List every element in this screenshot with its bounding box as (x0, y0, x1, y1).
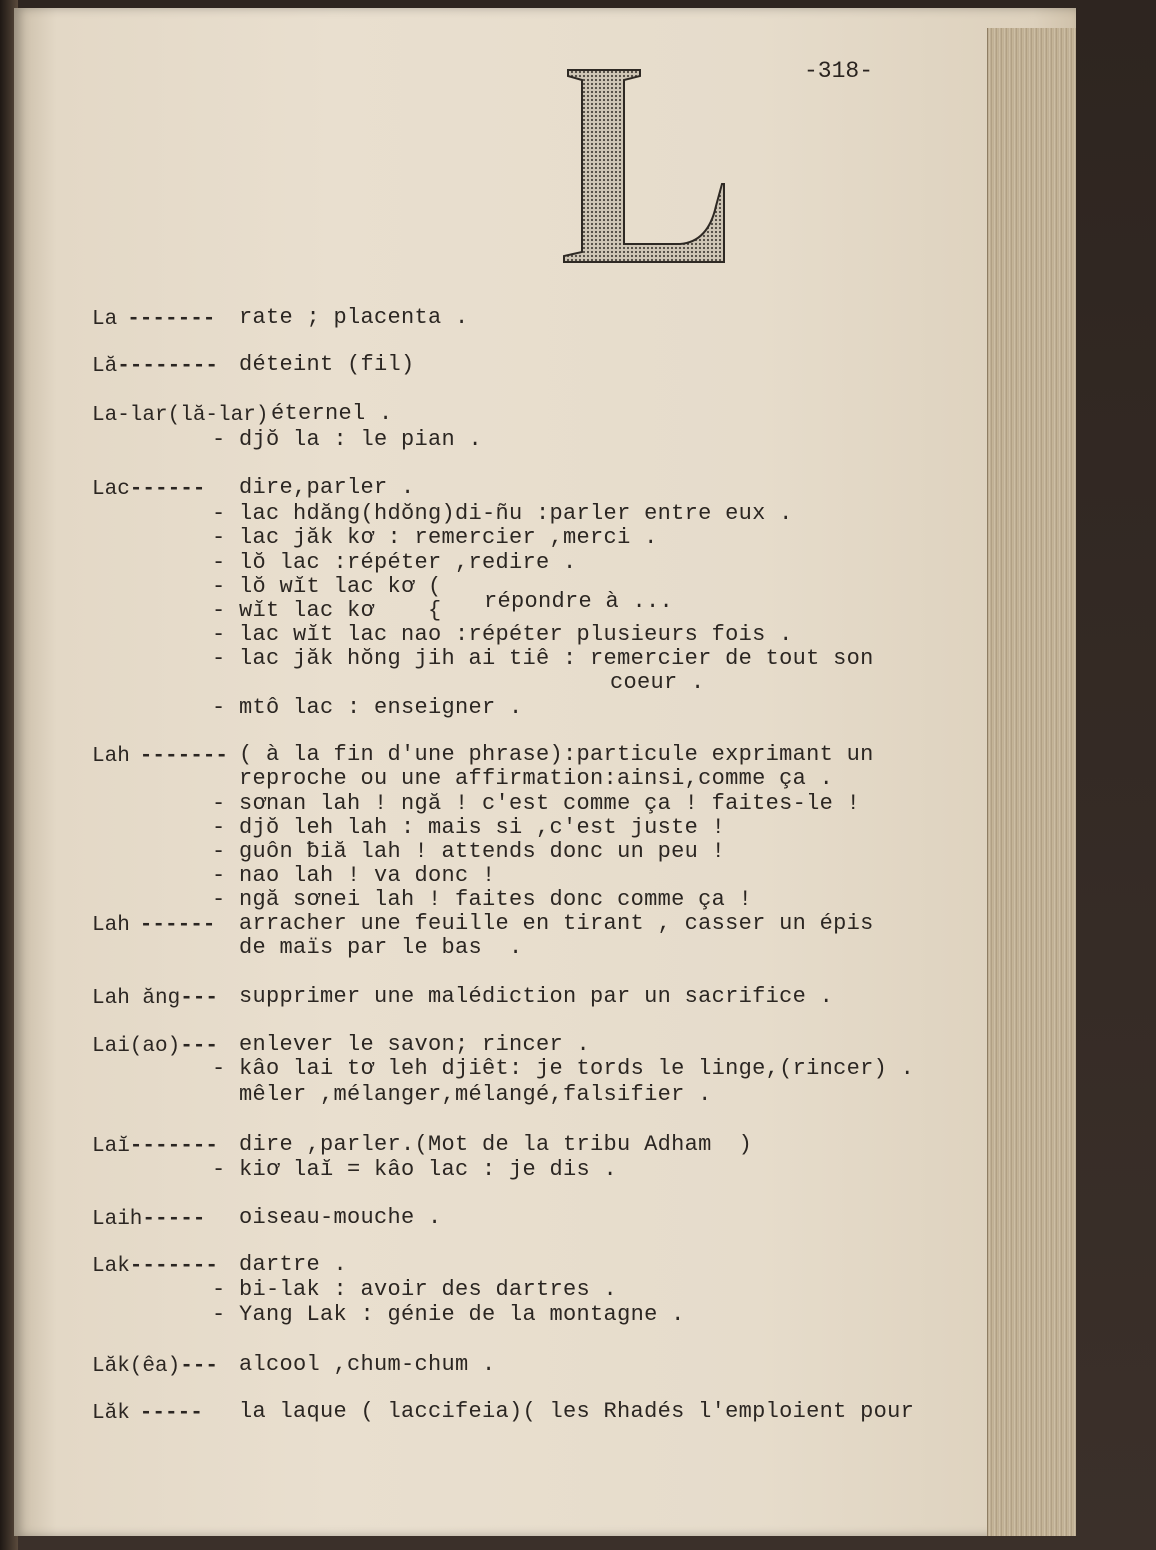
dictionary-page (14, 8, 1076, 1536)
entry-dashes: ------- (139, 745, 229, 768)
entry-headword: Lăk (92, 1402, 130, 1425)
entry-definition: oiseau-mouche . (239, 1205, 442, 1230)
entry-dashes: --- (180, 1035, 218, 1058)
sub-entry: - lac jăk hŏng jih ai tiê : remercier de tout son (212, 646, 874, 671)
sub-entry: - Yang Lak : génie de la montagne . (212, 1302, 685, 1327)
sub-entry: - bi-lak : avoir des dartres . (212, 1277, 618, 1302)
entry-definition: la laque ( laccifeia)( les Rhadés l'emploient pour (239, 1399, 915, 1424)
page-stack-edge (987, 28, 1076, 1536)
sub-entry: - guôn ƀiă lah ! attends donc un peu ! (212, 839, 726, 864)
sub-entry: - ngă sơnei lah ! faites donc comme ça ! (212, 887, 753, 912)
entry-definition: enlever le savon; rincer . (239, 1032, 591, 1057)
entry-headword: Lak (92, 1255, 130, 1278)
definition-continuation: reproche ou une affirmation:ainsi,comme ça . (239, 766, 834, 791)
entry-dashes: -------- (117, 355, 219, 378)
sub-entry: - wĭt lac kơ { (212, 598, 442, 623)
sub-entry: - kiơ laĭ = kâo lac : je dis . (212, 1157, 618, 1182)
sub-entry: - lŏ wĭt lac kơ ( (212, 574, 442, 599)
sub-entry: - mtô lac : enseigner . (212, 695, 523, 720)
entry-definition: dire,parler . (239, 475, 415, 500)
sub-entry: - lac hdăng(hdŏng)di-ñu :parler entre eux . (212, 501, 793, 526)
entry-dashes: ----- (142, 1208, 206, 1231)
entry-definition: déteint (fil) (239, 352, 415, 377)
entry-headword: Lah (92, 745, 130, 768)
entry-headword: Lac (92, 478, 130, 501)
entry-dashes: --- (180, 987, 218, 1010)
entry-definition: dire ,parler.(Mot de la tribu Adham ) (239, 1132, 753, 1157)
entry-headword: Lai(ao) (92, 1035, 181, 1058)
entry-definition: supprimer une malédiction par un sacrifice . (239, 984, 834, 1009)
entry-dashes: ------ (139, 914, 216, 937)
section-letter-text: L (562, 66, 563, 67)
sub-entry: - djŏ la : le pian . (212, 427, 483, 452)
sub-entry: - lŏ lac :répéter ,redire . (212, 550, 577, 575)
entry-headword: Lăk(êa) (92, 1355, 181, 1378)
entry-dashes: ------ (129, 478, 206, 501)
entry-headword: Laih (92, 1208, 143, 1231)
entry-headword: Lah ăng (92, 987, 181, 1010)
entry-headword: Lă (92, 355, 118, 378)
entry-dashes: --- (180, 1355, 218, 1378)
sub-entry: - kâo lai tơ leh djiêt: je tords le linge,(rincer) . (212, 1056, 915, 1081)
entry-definition: rate ; placenta . (239, 305, 469, 330)
sub-entry: - lac wĭt lac nao :répéter plusieurs fois . (212, 622, 793, 647)
entry-dashes: ------- (129, 1135, 219, 1158)
entry-dashes: ------- (129, 1255, 219, 1278)
entry-headword: La (92, 308, 118, 331)
definition-continuation: de maïs par le bas . (239, 935, 523, 960)
entry-definition: éternel . (271, 401, 393, 426)
entry-definition: arracher une feuille en tirant , casser un épis (239, 911, 874, 936)
definition-continuation: mêler ,mélanger,mélangé,falsifier . (239, 1082, 712, 1107)
entry-headword: Lah (92, 914, 130, 937)
entry-headword: La-lar(lă-lar) (92, 404, 269, 427)
section-letter-l (562, 66, 732, 271)
brace-definition: répondre à ... (484, 589, 674, 614)
entry-dashes: ----- (139, 1402, 203, 1425)
sub-entry: - lac jăk kơ : remercier ,merci . (212, 525, 658, 550)
entry-dashes: ------- (127, 308, 216, 331)
entry-definition: alcool ,chum-chum . (239, 1352, 496, 1377)
page-number: -318- (804, 58, 874, 84)
entry-definition: ( à la fin d'une phrase):particule exprimant un (239, 742, 874, 767)
entry-headword: Laĭ (92, 1135, 130, 1158)
sub-entry: - djŏ leh lah : mais si ,c'est juste ! (212, 815, 726, 840)
sub-entry: - nao lah ! va donc ! (212, 863, 496, 888)
sub-entry: - sơnan lah ! ngă ! c'est comme ça ! faites-le ! (212, 791, 861, 816)
definition-continuation: coeur . (610, 670, 705, 695)
entry-definition: dartre . (239, 1252, 348, 1277)
